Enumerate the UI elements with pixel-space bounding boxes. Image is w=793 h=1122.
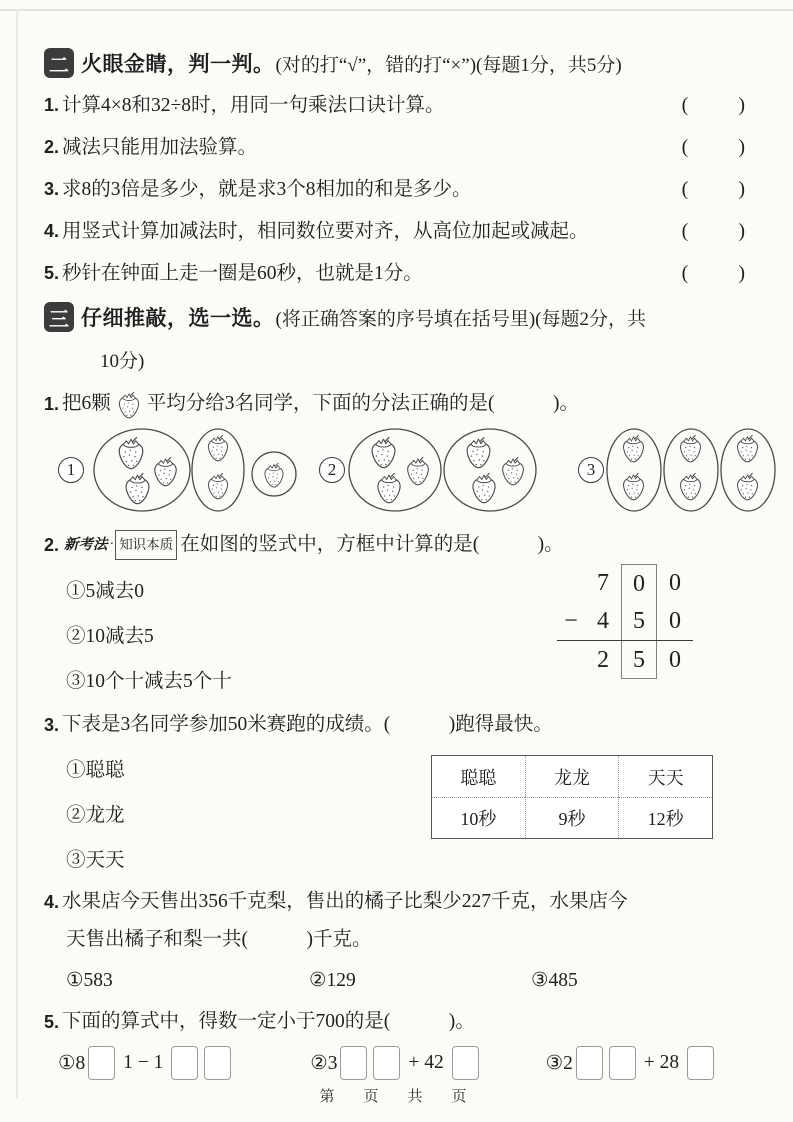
choice-question-1	[44, 389, 745, 418]
question-text: 秒针在钟面上走一圈是60秒，也就是1分。	[62, 263, 423, 284]
expression-text: ①8	[58, 1053, 86, 1074]
section-choice-note-wrap: 10分)	[100, 351, 145, 372]
difference-tens-boxed: 5	[621, 641, 657, 679]
answer-bracket: ( )	[681, 262, 745, 284]
strawberry-grouping-2-diagram	[346, 424, 538, 516]
subtrahend-tens-boxed: 5	[621, 602, 657, 640]
question-number: 3.	[44, 715, 60, 735]
section-three-icon: 三	[44, 302, 74, 332]
blank-digit-box	[609, 1046, 636, 1080]
question-number: 1.	[44, 393, 60, 414]
value-cell: 12秒	[618, 797, 712, 838]
option-1: ①5减去0	[66, 580, 145, 602]
option-2: ②129	[309, 970, 356, 991]
question-text: 在如图的竖式中，方框中计算的是( )。	[180, 534, 564, 555]
blank-digit-box	[171, 1046, 198, 1080]
blank-digit-box	[204, 1046, 231, 1080]
vertical-subtraction-diagram	[557, 564, 693, 679]
section-choice-header	[44, 302, 745, 332]
question-text: 用竖式计算加减法时，相同数位要对齐，从高位加起或减起。	[62, 221, 589, 242]
question-number: 2.	[44, 137, 60, 157]
difference-hundreds: 2	[597, 647, 609, 673]
strawberry-grouping-3-diagram	[605, 424, 777, 516]
strawberry-grouping-1-diagram	[85, 424, 303, 516]
blank-digit-box	[88, 1046, 115, 1080]
answer-bracket: ( )	[681, 220, 745, 242]
header-cell: 聪聪	[460, 767, 497, 788]
expression-text: ②3	[310, 1053, 338, 1074]
subtrahend-ones: 0	[669, 608, 681, 634]
blank-digit-box	[373, 1046, 400, 1080]
minuend-hundreds: 7	[597, 570, 609, 596]
choice-question-4-line1	[44, 888, 745, 916]
question-number: 4.	[44, 892, 60, 912]
choice-question-3	[44, 711, 745, 880]
choice-question-4-line2	[66, 926, 745, 954]
race-results-table	[431, 755, 713, 839]
difference-ones: 0	[669, 647, 681, 673]
circled-number-2: 2	[319, 457, 345, 483]
judge-question-4	[44, 218, 745, 245]
knowledge-essence-badge: 知识本质	[115, 530, 177, 560]
judge-question-5	[44, 260, 745, 287]
judge-question-2	[44, 134, 745, 161]
choice-question-4-options	[66, 968, 745, 992]
blank-digit-box	[452, 1046, 479, 1080]
question-number: 1.	[44, 95, 60, 115]
option-1: ①583	[66, 970, 113, 991]
question-text-before: 把6颗	[62, 392, 111, 414]
option-group-1	[58, 424, 303, 516]
choice-question-3-line	[44, 711, 745, 739]
choice-question-4	[44, 888, 745, 992]
answer-bracket: ( )	[681, 178, 745, 200]
strawberry-options-row	[58, 424, 745, 516]
choice-question-2	[44, 530, 745, 701]
option-1: ①聪聪	[66, 759, 125, 781]
question-text: 下面的算式中，得数一定小于700的是( )。	[62, 1011, 475, 1032]
judge-question-3	[44, 176, 745, 203]
question-text: 减法只能用加法验算。	[62, 137, 258, 158]
choice-question-5	[44, 1008, 745, 1080]
choice-question-5-expressions	[58, 1046, 745, 1080]
blank-digit-box	[687, 1046, 714, 1080]
value-cell: 9秒	[525, 797, 619, 838]
question-text-line2: 天售出橘子和梨一共( )千克。	[66, 929, 372, 950]
question-number: 5.	[44, 263, 60, 283]
option-2: ②10减去5	[66, 625, 154, 647]
blank-digit-box	[576, 1046, 603, 1080]
section-judge-header	[44, 48, 745, 78]
option-group-2	[319, 424, 538, 516]
strawberry-icon	[116, 391, 142, 420]
expression-3	[546, 1046, 717, 1080]
badge-separator-dot: ·	[109, 537, 115, 552]
header-cell: 天天	[618, 756, 712, 797]
question-number: 3.	[44, 179, 60, 199]
question-number: 5.	[44, 1012, 60, 1032]
option-3: ③485	[531, 970, 578, 991]
subtrahend-hundreds: 4	[597, 608, 609, 634]
value-cell: 10秒	[432, 797, 525, 838]
new-method-badge: 新考法	[64, 537, 108, 553]
question-text-line1: 水果店今天售出356千克梨，售出的橘子比梨少227千克，水果店今	[62, 891, 628, 912]
expression-text: 1 − 1	[118, 1052, 169, 1073]
expression-text: ③2	[545, 1053, 573, 1074]
minus-sign: −	[564, 608, 578, 634]
answer-bracket: ( )	[681, 94, 745, 116]
question-number: 4.	[44, 221, 60, 241]
section-choice-title: 仔细推敲，选一选。	[81, 307, 275, 330]
question-text-after: 平均分给3名同学，下面的分法正确的是( )。	[146, 392, 580, 414]
judge-question-1	[44, 92, 745, 119]
circled-number-3: 3	[578, 457, 604, 483]
table-value-row	[432, 797, 712, 838]
option-3: ③10个十减去5个十	[66, 670, 232, 692]
question-text: 下表是3名同学参加50米赛跑的成绩。( )跑得最快。	[62, 714, 553, 735]
header-cell: 龙龙	[525, 756, 619, 797]
question-text: 求8的3倍是多少，就是求3个8相加的和是多少。	[62, 179, 472, 200]
question-number: 2.	[44, 535, 60, 555]
minuend-ones: 0	[669, 570, 681, 596]
minuend-tens-boxed: 0	[621, 564, 657, 602]
answer-bracket: ( )	[681, 136, 745, 158]
expression-2	[310, 1046, 481, 1080]
section-choice-note: (将正确答案的序号填在括号里)(每题2分，共	[275, 308, 646, 330]
blank-digit-box	[340, 1046, 367, 1080]
option-group-3	[578, 424, 777, 516]
page-footer: 第 页 共 页	[319, 1088, 474, 1105]
expression-text: + 28	[638, 1052, 684, 1073]
table-header-row	[432, 756, 712, 797]
question-text: 计算4×8和32÷8时，用同一句乘法口诀计算。	[62, 95, 445, 116]
choice-question-2-line	[44, 530, 745, 560]
expression-text: + 42	[403, 1052, 449, 1073]
choice-question-5-line	[44, 1008, 745, 1036]
circled-number-1: 1	[58, 457, 84, 483]
option-3: ③天天	[66, 849, 125, 871]
option-2: ②龙龙	[66, 804, 125, 826]
section-judge-note: (对的打“√”，错的打“×”)(每题1分，共5分)	[275, 54, 622, 76]
section-two-icon: 二	[44, 48, 74, 78]
expression-1	[58, 1046, 234, 1080]
section-judge-title: 火眼金睛，判一判。	[81, 53, 275, 76]
